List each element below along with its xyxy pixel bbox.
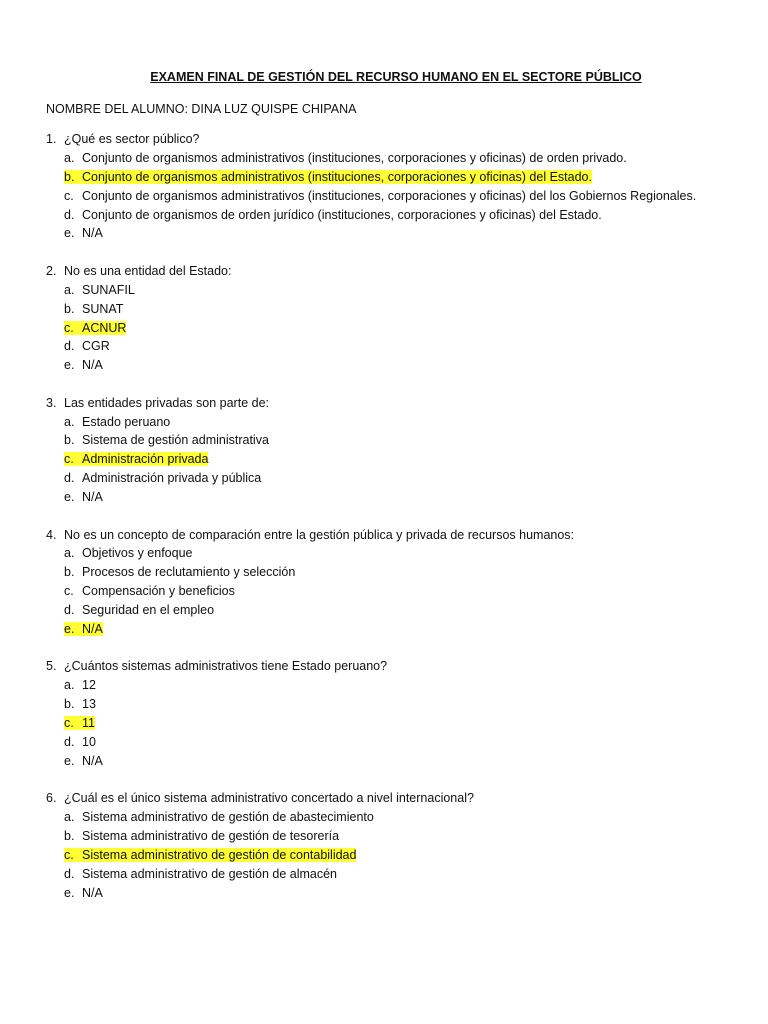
option-item	[46, 714, 728, 733]
option-item	[46, 469, 728, 488]
option-letter: c.	[64, 584, 74, 599]
option-text: Conjunto de organismos administrativos (instituciones, corporaciones y oficinas) del Estado.	[82, 169, 592, 184]
option-letter: c.	[64, 320, 74, 335]
option-content	[64, 189, 696, 203]
option-content	[64, 226, 103, 240]
option-content	[64, 886, 103, 900]
option-list	[46, 808, 728, 902]
option-text: 11	[82, 716, 95, 731]
question-text: No es un concepto de comparación entre la gestión pública y privada de recursos humanos:	[64, 527, 575, 542]
question-4	[46, 526, 728, 639]
question-text-line	[46, 262, 728, 281]
option-content	[64, 283, 135, 297]
option-letter: b.	[64, 433, 75, 448]
option-item	[46, 337, 728, 356]
option-item	[46, 752, 728, 771]
option-content	[64, 415, 170, 429]
question-text: ¿Cuántos sistemas administrativos tiene Estado peruano?	[64, 659, 388, 674]
question-text: No es una entidad del Estado:	[64, 263, 232, 278]
question-2	[46, 262, 728, 375]
option-letter: b.	[64, 565, 75, 580]
option-item	[46, 168, 728, 187]
option-content	[64, 697, 96, 711]
option-text: CGR	[82, 339, 110, 354]
option-letter: a.	[64, 546, 75, 561]
option-letter: e.	[64, 885, 75, 900]
option-text: 10	[82, 734, 96, 749]
option-content	[64, 603, 214, 617]
option-content	[64, 829, 339, 843]
option-list	[46, 413, 728, 507]
option-item	[46, 582, 728, 601]
option-text: Conjunto de organismos administrativos (instituciones, corporaciones y oficinas) de orden privado.	[82, 150, 627, 165]
option-letter: d.	[64, 339, 75, 354]
question-number: 5.	[46, 659, 57, 674]
option-list	[46, 149, 728, 243]
option-letter: d.	[64, 603, 75, 618]
option-item	[46, 808, 728, 827]
option-content	[64, 754, 103, 768]
option-text: Administración privada	[82, 452, 209, 467]
option-item	[46, 450, 728, 469]
question-number: 3.	[46, 395, 57, 410]
option-letter: e.	[64, 226, 75, 241]
question-6	[46, 789, 728, 902]
option-text: Sistema de gestión administrativa	[82, 433, 269, 448]
option-letter: a.	[64, 282, 75, 297]
question-text-line	[46, 130, 728, 149]
highlighted-answer	[64, 848, 356, 862]
option-item	[46, 149, 728, 168]
question-number: 6.	[46, 791, 57, 806]
question-number: 2.	[46, 263, 57, 278]
option-letter: a.	[64, 678, 75, 693]
option-text: Conjunto de organismos de orden jurídico (instituciones, corporaciones y oficinas) del Estado.	[82, 207, 602, 222]
option-content	[64, 810, 374, 824]
option-item	[46, 601, 728, 620]
highlighted-answer	[64, 716, 95, 730]
option-content	[64, 735, 96, 749]
option-content	[64, 471, 261, 485]
option-text: Sistema administrativo de gestión de tesorería	[82, 829, 340, 843]
question-text-line	[46, 657, 728, 676]
option-letter: d.	[64, 866, 75, 881]
option-content	[64, 565, 295, 579]
question-text-line	[46, 789, 728, 808]
option-item	[46, 413, 728, 432]
question-5	[46, 657, 728, 770]
option-item	[46, 319, 728, 338]
question-number: 1.	[46, 132, 57, 146]
option-letter: c.	[64, 452, 74, 467]
option-text: Administración privada y pública	[82, 471, 262, 486]
option-content	[64, 339, 110, 353]
option-text: Objetivos y enfoque	[82, 546, 193, 561]
option-content	[64, 302, 123, 316]
option-content	[64, 433, 269, 447]
option-text: ACNUR	[82, 320, 127, 335]
option-item	[46, 206, 728, 225]
option-text: Estado peruano	[82, 414, 171, 429]
option-item	[46, 300, 728, 319]
option-item	[46, 695, 728, 714]
option-letter: a.	[64, 810, 75, 825]
option-letter: e.	[64, 753, 75, 768]
option-item	[46, 733, 728, 752]
option-letter: a.	[64, 414, 75, 429]
option-content	[64, 151, 627, 165]
option-letter: a.	[64, 150, 75, 165]
option-item	[46, 827, 728, 846]
option-text: Seguridad en el empleo	[82, 603, 215, 618]
option-letter: b.	[64, 169, 75, 184]
option-letter: d.	[64, 471, 75, 486]
option-letter: e.	[64, 490, 75, 505]
option-list	[46, 281, 728, 375]
option-letter: b.	[64, 697, 75, 712]
option-text: Conjunto de organismos administrativos (instituciones, corporaciones y oficinas) del los Gobiernos Regionales.	[82, 188, 697, 203]
option-content	[64, 208, 602, 222]
option-text: SUNAFIL	[82, 282, 135, 297]
option-text: Procesos de reclutamiento y selección	[82, 565, 296, 580]
option-item	[46, 187, 728, 206]
option-item	[46, 544, 728, 563]
option-content	[64, 867, 337, 881]
option-text: N/A	[82, 885, 103, 900]
option-text: N/A	[82, 753, 103, 768]
question-text: Las entidades privadas son parte de:	[64, 395, 269, 410]
question-number: 4.	[46, 527, 57, 542]
option-list	[46, 676, 728, 770]
option-content	[64, 358, 103, 372]
option-letter: c.	[64, 188, 74, 203]
highlighted-answer	[64, 452, 208, 466]
option-item	[46, 356, 728, 375]
question-text-line	[46, 526, 728, 545]
option-content	[64, 678, 96, 692]
option-letter: e.	[64, 358, 75, 373]
option-item	[46, 224, 728, 243]
option-letter: c.	[64, 847, 74, 862]
student-name-line: NOMBRE DEL ALUMNO: DINA LUZ QUISPE CHIPANA	[46, 102, 357, 116]
option-text: N/A	[82, 358, 103, 373]
option-text: 12	[82, 678, 96, 693]
question-1	[46, 130, 728, 243]
option-letter: b.	[64, 829, 75, 843]
question-3	[46, 394, 728, 507]
question-text: ¿Cuál es el único sistema administrativo concertado a nivel internacional?	[64, 791, 474, 806]
option-text: Compensación y beneficios	[82, 584, 235, 599]
option-text: Sistema administrativo de gestión de abastecimiento	[82, 810, 374, 825]
option-item	[46, 281, 728, 300]
exam-title: EXAMEN FINAL DE GESTIÓN DEL RECURSO HUMANO EN EL SECTORE PÚBLICO	[150, 70, 642, 84]
option-content	[64, 584, 235, 598]
question-text: ¿Qué es sector público?	[64, 132, 200, 146]
option-letter: c.	[64, 716, 74, 731]
option-text: Sistema administrativo de gestión de contabilidad	[82, 847, 357, 862]
option-letter: d.	[64, 734, 75, 749]
highlighted-answer	[64, 170, 592, 184]
option-item	[46, 431, 728, 450]
question-list	[46, 130, 728, 903]
option-item	[46, 865, 728, 884]
option-text: Sistema administrativo de gestión de almacén	[82, 866, 337, 881]
option-item	[46, 884, 728, 903]
option-text: N/A	[82, 490, 103, 505]
option-item	[46, 676, 728, 695]
option-item	[46, 846, 728, 865]
question-text-line	[46, 394, 728, 413]
option-item	[46, 563, 728, 582]
option-list	[46, 544, 728, 638]
option-item	[46, 620, 728, 639]
option-text: SUNAT	[82, 301, 124, 316]
option-letter: b.	[64, 301, 75, 316]
highlighted-answer	[64, 321, 126, 335]
option-content	[64, 546, 193, 560]
option-item	[46, 488, 728, 507]
option-text: N/A	[82, 621, 103, 636]
option-content	[64, 490, 103, 504]
option-letter: d.	[64, 207, 75, 222]
highlighted-answer	[64, 622, 103, 636]
option-text: N/A	[82, 226, 103, 241]
option-text: 13	[82, 697, 96, 712]
option-letter: e.	[64, 621, 75, 636]
